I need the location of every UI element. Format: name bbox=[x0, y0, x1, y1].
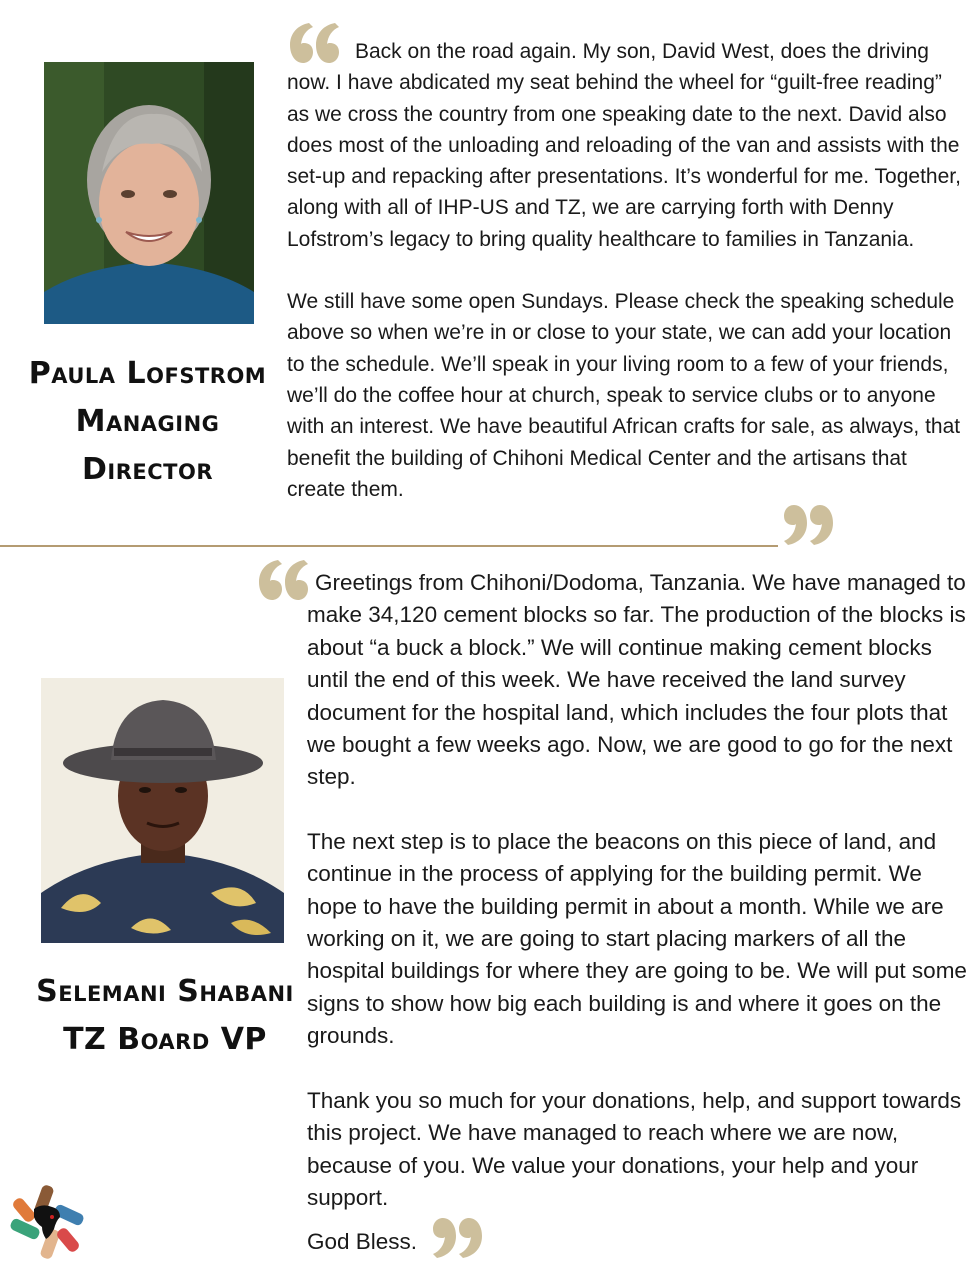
paula-photo bbox=[44, 62, 254, 324]
paula-name: Paula Lofstrom bbox=[28, 356, 267, 391]
selemani-paragraph-3: Thank you so much for your donations, help, and support towards this project. We have managed to reach where we are now, because of you. We value your donations, your help and your support. bbox=[307, 1087, 962, 1210]
selemani-quote bbox=[307, 567, 967, 1259]
selemani-paragraph-1: Greetings from Chihoni/Dodoma, Tanzania. We have managed to make 34,120 cement blocks so far. The production of the blocks is about “a buck a block.” We will continue making cement blocks until the end of this week. We have received the land survey document for the hospital land, which includes the four plots that we bought a few weeks ago. Now, we are good to go for the next step. bbox=[307, 570, 966, 790]
selemani-title: TZ Board VP bbox=[63, 1022, 267, 1057]
paula-paragraph-1: Back on the road again. My son, David West, does the driving now. I have abdicated my seat behind the wheel for “guilt-free reading” as we cross the country from one speaking date to the next. David also does most of the unloading and reloading of the van and assists with the set-up and repacking after presentations. It’s wonderful for me. Together, along with all of IHP-US and TZ, we are carrying forth with Denny Lofstrom’s legacy to bring quality healthcare to families in Tanzania. bbox=[287, 40, 961, 251]
selemani-name: Selemani Shabani bbox=[36, 974, 294, 1009]
hands-africa-logo-icon bbox=[8, 1183, 86, 1261]
paula-title: Managing Director bbox=[75, 404, 220, 487]
close-quote-icon bbox=[784, 505, 834, 547]
selemani-photo bbox=[41, 678, 284, 943]
section-divider bbox=[0, 545, 778, 547]
open-quote-icon bbox=[259, 560, 309, 602]
selemani-paragraph-2: The next step is to place the beacons on this piece of land, and continue in the process of applying for the building permit. We hope to have the building permit in about a month. While we are working on it, we are going to start placing markers of all the hospital buildings for where they are going to be. We will put some signs to show how big each building is and where it goes on the grounds. bbox=[307, 828, 967, 1049]
paula-paragraph-2: We still have some open Sundays. Please check the speaking schedule above so when we’re in or close to your state, we can add your location to the schedule. We’ll speak in your living room to a few of your friends, we’ll do the coffee hour at church, speak to service clubs or to anyone with an interest. We have beautiful African crafts for sale, as always, that benefit the building of Chihoni Medical Center and the artisans that create them. bbox=[287, 290, 961, 501]
selemani-closing: God Bless. bbox=[307, 1229, 418, 1255]
paula-caption bbox=[5, 350, 290, 494]
selemani-caption bbox=[30, 968, 300, 1064]
paula-quote bbox=[287, 36, 967, 505]
close-quote-icon bbox=[433, 1218, 483, 1260]
